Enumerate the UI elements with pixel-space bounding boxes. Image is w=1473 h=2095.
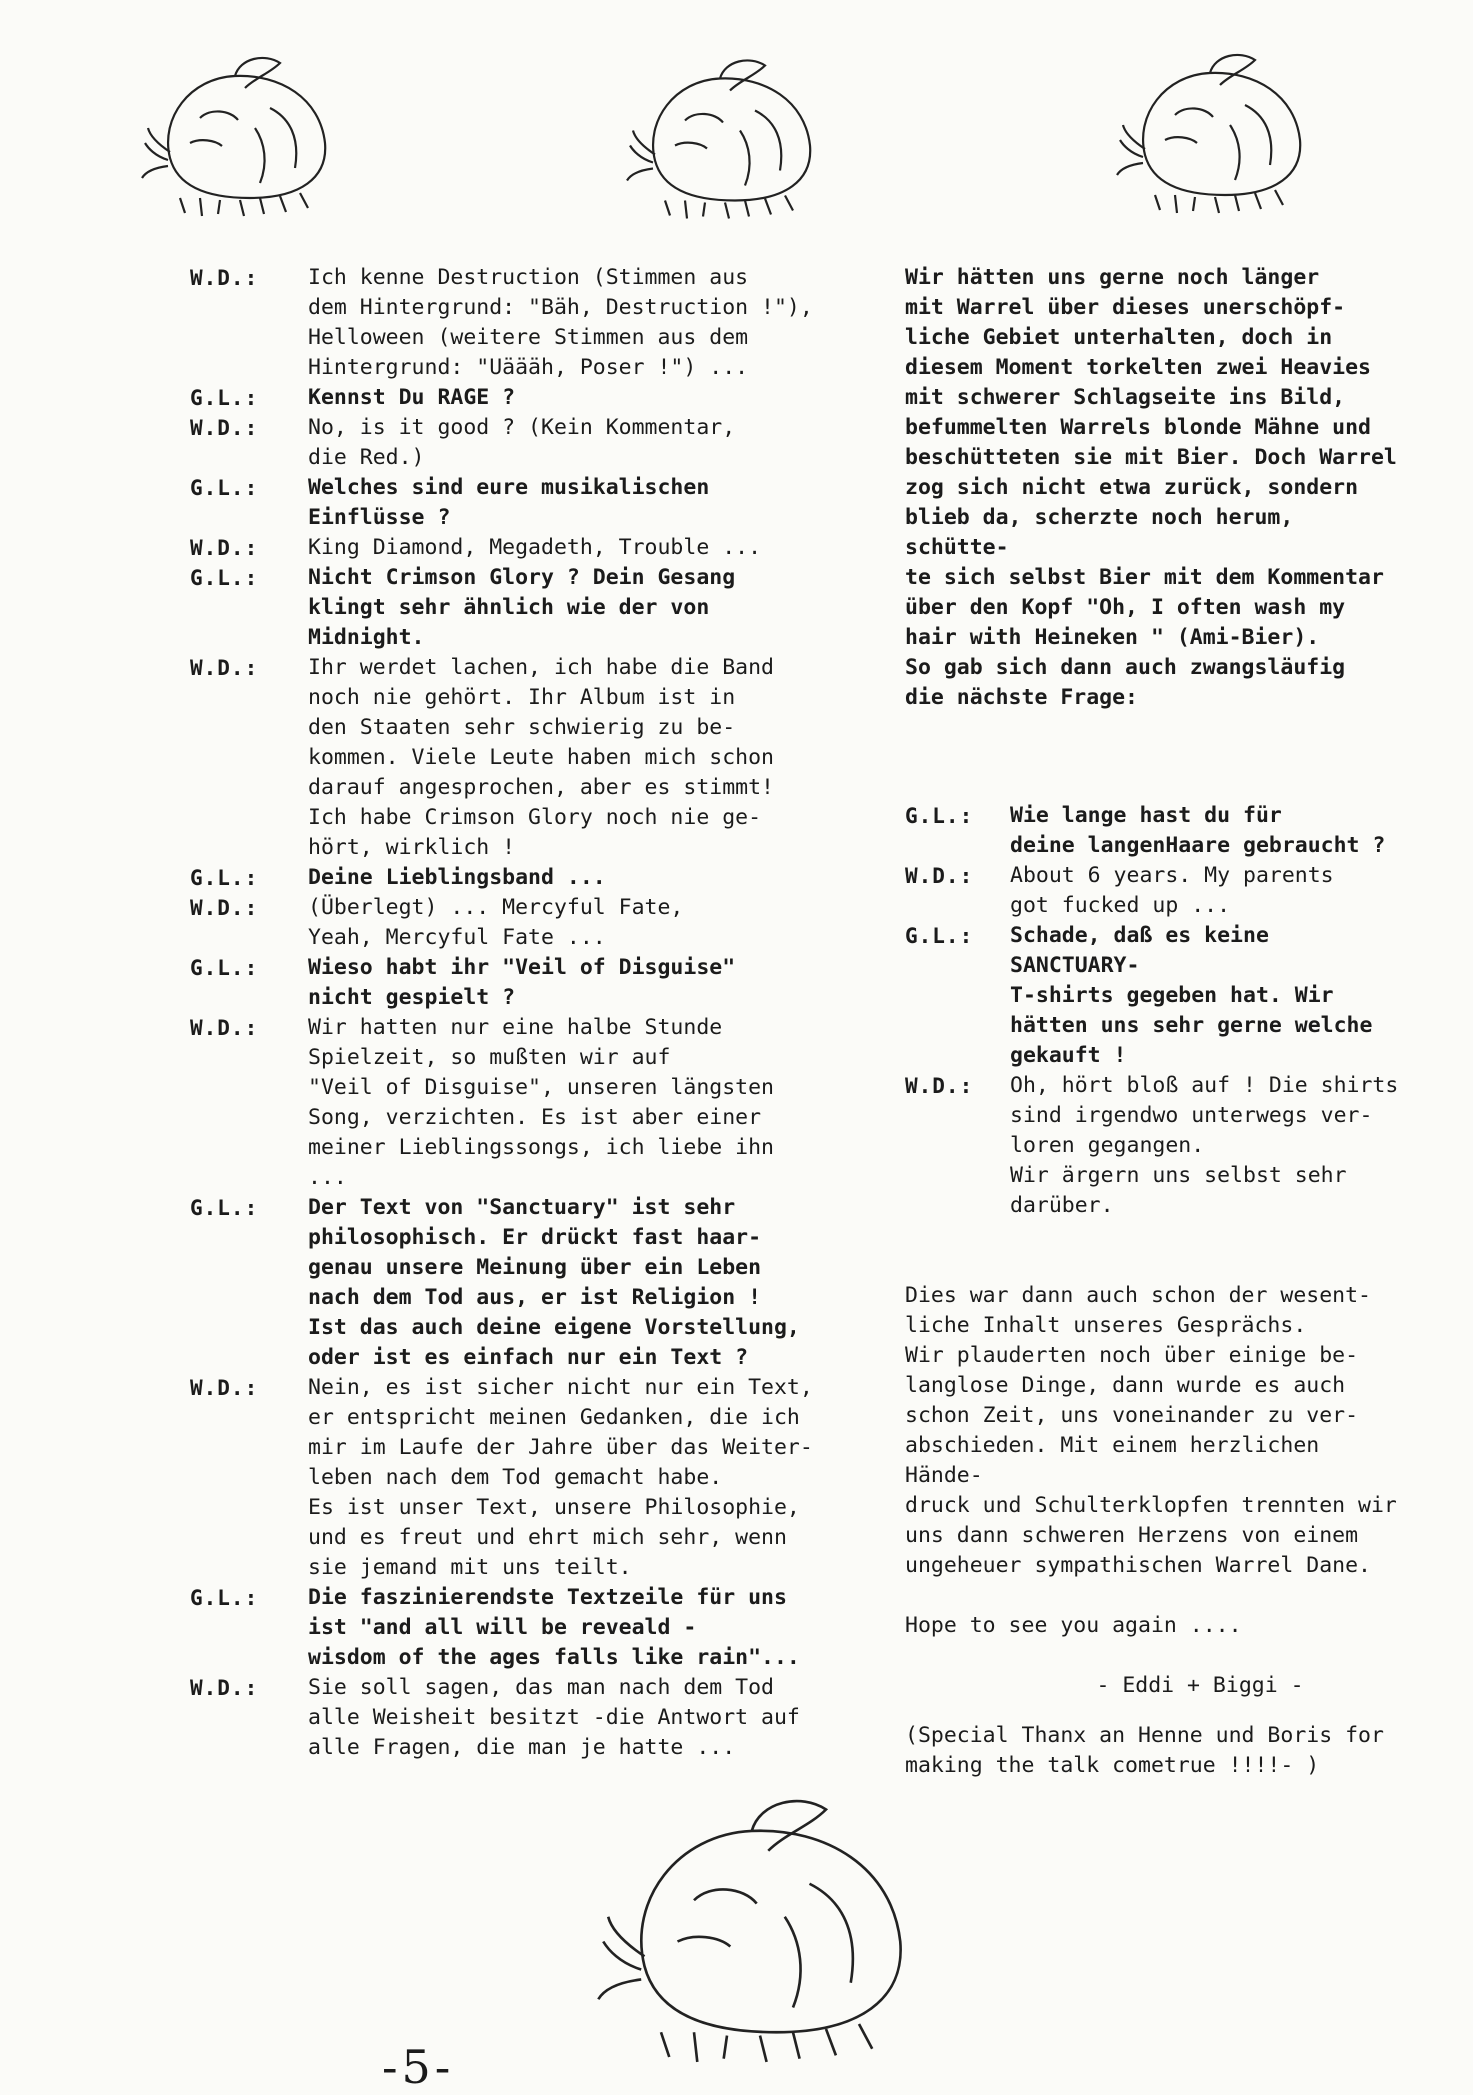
speaker-label: G.L.: [190, 476, 259, 500]
rabbit-drawing [140, 48, 340, 218]
question-text: Wie lange hast du für deine langenHaare gebraucht ? [1010, 803, 1386, 858]
question-text: Schade, daß es keine SANCTUARY- T-shirts gegeben hat. Wir hätten uns sehr gerne welche gekauft ! [1010, 923, 1373, 1068]
answer-text: King Diamond, Megadeth, Trouble ... [308, 535, 762, 560]
right-interview-block [905, 801, 1405, 1221]
speaker-label: W.D.: [190, 656, 259, 680]
rabbit-icon [595, 1780, 925, 2070]
interview-answer [190, 263, 820, 383]
answer-text: (Überlegt) ... Mercyful Fate, Yeah, Mercyful Fate ... [308, 895, 684, 950]
interview-answer [905, 1071, 1405, 1221]
rabbit-drawing [625, 48, 825, 223]
interview-question [190, 1193, 820, 1373]
question-text: Wieso habt ihr "Veil of Disguise" nicht gespielt ? [308, 955, 736, 1010]
farewell-line: Hope to see you again .... [905, 1613, 1242, 1638]
intro-paragraph: Wir hätten uns gerne noch länger mit Warrel über dieses unerschöpf- liche Gebiet unterhalten, doch in diesem Moment torkelten zwei Heavies mit schwerer Schlagseite ins Bild, befummelten Warrels blonde Mähne und beschütteten sie mit Bier. Doch Warrel zog sich nicht etwa zurück, sondern blieb da, scherzte noch herum, schütte- te sich selbst Bier mit dem Kommentar über den Kopf "Oh, I often wash my hair with Heineken " (Ami-Bier). So gab sich dann auch zwangsläufig die nächste Frage: [905, 265, 1397, 710]
closing-paragraph: Dies war dann auch schon der wesent- liche Inhalt unseres Gesprächs. Wir plauderten noch über einige be- langlose Dinge, dann wurde es auch schon Zeit, uns voneinander zu ver- abschieden. Mit einem herzlichen Hände- druck und Schulterklopfen trennten wir uns dann schweren Herzens von einem ungeheuer sympathischen Warrel Dane. [905, 1283, 1397, 1578]
speaker-label: W.D.: [190, 266, 259, 290]
speaker-label: G.L.: [190, 1196, 259, 1220]
answer-text: Wir hatten nur eine halbe Stunde Spielzeit, so mußten wir auf "Veil of Disguise", unseren längsten Song, verzichten. Es ist aber einer meiner Lieblingssongs, ich liebe ihn ... [308, 1015, 774, 1190]
question-text: Deine Lieblingsband ... [308, 865, 606, 890]
question-text: Die faszinierendste Textzeile für uns ist "and all will be reveald - wisdom of the ages falls like rain"... [308, 1585, 800, 1670]
speaker-label: G.L.: [190, 866, 259, 890]
rabbit-icon [1115, 45, 1315, 215]
interview-question [190, 1583, 820, 1673]
rabbit-icon [625, 48, 825, 223]
answer-text: Ich kenne Destruction (Stimmen aus dem Hintergrund: "Bäh, Destruction !"), Helloween (weitere Stimmen aus dem Hintergrund: "Uäääh, Poser !") ... [308, 265, 813, 380]
question-text: Welches sind eure musikalischen Einflüsse ? [308, 475, 710, 530]
interview-question [190, 473, 820, 533]
answer-text: Sie soll sagen, das man nach dem Tod alle Weisheit besitzt -die Antwort auf alle Fragen, die man je hatte ... [308, 1675, 800, 1760]
page-number: -5- [382, 2040, 455, 2094]
interview-left-column [190, 263, 820, 1763]
interview-question [190, 383, 820, 413]
speaker-label: W.D.: [190, 416, 259, 440]
interview-answer [190, 1013, 820, 1193]
question-text: Kennst Du RAGE ? [308, 385, 516, 410]
speaker-label: G.L.: [905, 804, 974, 828]
speaker-label: W.D.: [190, 1376, 259, 1400]
speaker-label: W.D.: [905, 1074, 974, 1098]
speaker-label: G.L.: [190, 566, 259, 590]
question-text: Nicht Crimson Glory ? Dein Gesang klingt sehr ähnlich wie der von Midnight. [308, 565, 736, 650]
interview-question [905, 921, 1405, 1071]
interview-question [905, 801, 1405, 861]
interview-answer [190, 653, 820, 863]
answer-text: Nein, es ist sicher nicht nur ein Text, er entspricht meinen Gedanken, die ich mir im Laufe der Jahre über das Weiter- leben nach dem Tod gemacht habe. Es ist unser Text, unsere Philosophie, und es freut und ehrt mich sehr, wenn sie jemand mit uns teilt. [308, 1375, 813, 1580]
question-text: Der Text von "Sanctuary" ist sehr philosophisch. Er drückt fast haar- genau unsere Meinung über ein Leben nach dem Tod aus, er ist Religion ! Ist das auch deine eigene Vorstellung, oder ist es einfach nur ein Text ? [308, 1195, 800, 1370]
rabbit-drawing [1115, 45, 1315, 215]
answer-text: About 6 years. My parents got fucked up ... [1010, 863, 1334, 918]
interview-answer [190, 413, 820, 473]
speaker-label: G.L.: [190, 956, 259, 980]
speaker-label: G.L.: [190, 1586, 259, 1610]
interview-question [190, 863, 820, 893]
speaker-label: W.D.: [190, 536, 259, 560]
speaker-label: G.L.: [905, 924, 974, 948]
interview-answer [905, 861, 1405, 921]
thanks-note: (Special Thanx an Henne und Boris for making the talk cometrue !!!!- ) [905, 1723, 1384, 1778]
interview-answer [190, 893, 820, 953]
answer-text: No, is it good ? (Kein Kommentar, die Red.) [308, 415, 736, 470]
speaker-label: W.D.: [905, 864, 974, 888]
author-signature: - Eddi + Biggi - [1096, 1673, 1304, 1698]
speaker-label: W.D.: [190, 1676, 259, 1700]
rabbit-drawing [595, 1780, 925, 2070]
answer-text: Oh, hört bloß auf ! Die shirts sind irgendwo unterwegs ver- loren gegangen. Wir ärgern uns selbst sehr darüber. [1010, 1073, 1399, 1218]
interview-answer [190, 1673, 820, 1763]
speaker-label: W.D.: [190, 896, 259, 920]
rabbit-icon [140, 48, 340, 218]
interview-answer [190, 1373, 820, 1583]
interview-question [190, 953, 820, 1013]
answer-text: Ihr werdet lachen, ich habe die Band noch nie gehört. Ihr Album ist in den Staaten sehr schwierig zu be- kommen. Viele Leute haben mich schon darauf angesprochen, aber es stimmt! Ich habe Crimson Glory noch nie ge- hört, wirklich ! [308, 655, 774, 860]
interview-question [190, 563, 820, 653]
speaker-label: W.D.: [190, 1016, 259, 1040]
interview-answer [190, 533, 820, 563]
speaker-label: G.L.: [190, 386, 259, 410]
interview-right-column [905, 263, 1405, 1781]
